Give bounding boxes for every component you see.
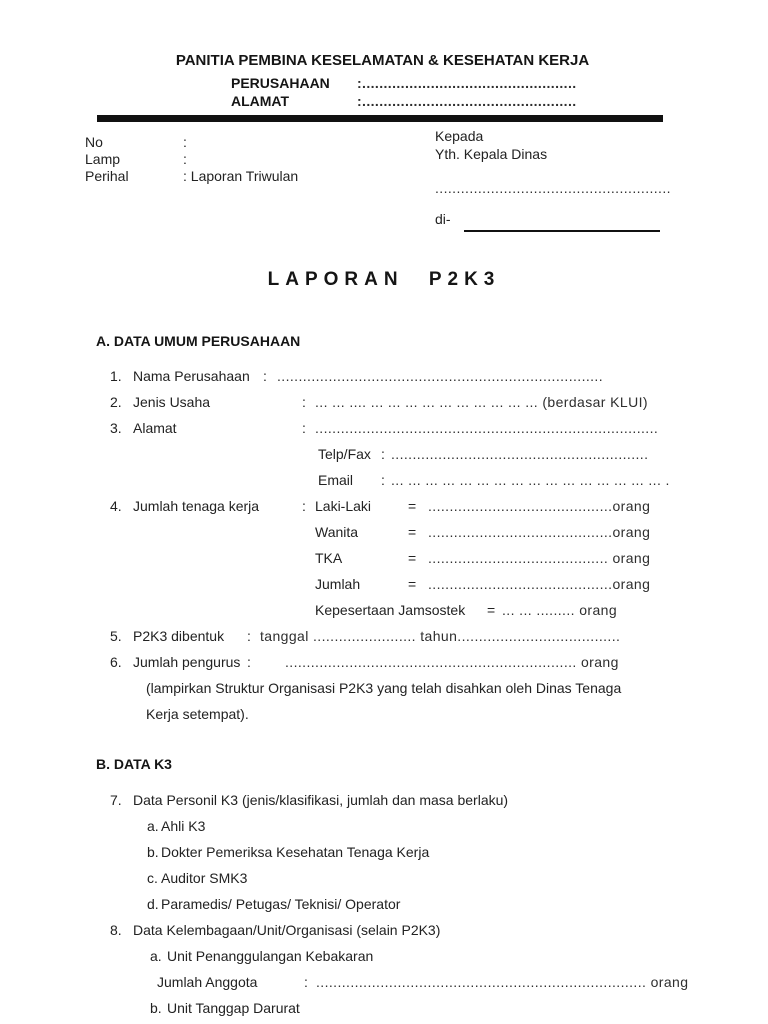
section-b-heading: B. DATA K3 (96, 756, 172, 772)
workers-male-equals: = (408, 498, 417, 514)
member-count-colon: : (304, 974, 308, 990)
org-note-line1: (lampirkan Struktur Organisasi P2K3 yang telah disahkan oleh Dinas Tenaga (146, 680, 622, 696)
item3-blank: ................................................................................ (315, 420, 659, 436)
item2-colon: : (302, 394, 306, 410)
item6-label: Jumlah pengurus (133, 654, 241, 670)
recipient-di-underline (464, 230, 660, 232)
item5-number: 5. (110, 628, 122, 644)
letterhead-committee: PANITIA PEMBINA KESELAMATAN & KESEHATAN KERJA (175, 52, 590, 69)
item1-label: Nama Perusahaan (133, 368, 250, 384)
item3-label: Alamat (133, 420, 177, 436)
email-blank: ... ... ... ... ... ... ... ... ... ... ... ... ... ... ... ... . (391, 472, 670, 488)
item7b-text: Dokter Pemeriksa Kesehatan Tenaga Kerja (161, 844, 430, 860)
workers-male-blank: ...........................................orang (428, 498, 651, 514)
item7c-text: Auditor SMK3 (161, 870, 248, 886)
item2-blank: ... ... .... ... ... ... ... ... ... ... ... ... ... (berdasar KLUI) (315, 394, 648, 410)
item4-label: Jumlah tenaga kerja (133, 498, 260, 514)
item6-blank: .................................................................... orang (285, 654, 619, 670)
workers-total-blank: ...........................................orang (428, 576, 651, 592)
item7d-text: Paramedis/ Petugas/ Teknisi/ Operator (161, 896, 401, 912)
item5-label: P2K3 dibentuk (133, 628, 225, 644)
letterhead-company-label: PERUSAHAAN (231, 75, 330, 91)
item3-colon: : (302, 420, 306, 436)
item8b-text: Unit Tanggap Darurat (167, 1000, 300, 1016)
item7a-letter: a. (147, 818, 159, 834)
item7d-letter: d. (147, 896, 159, 912)
item8-number: 8. (110, 922, 122, 938)
workers-tka-blank: .......................................... orang (428, 550, 651, 566)
section-a-heading: A. DATA UMUM PERUSAHAAN (96, 333, 301, 349)
jamsostek-equals: = (487, 602, 496, 618)
letterhead-divider (97, 115, 663, 122)
workers-female-equals: = (408, 524, 417, 540)
item8-label: Data Kelembagaan/Unit/Organisasi (selain P2K3) (133, 922, 441, 938)
recipient-kepada: Kepada (435, 128, 484, 144)
item6-number: 6. (110, 654, 122, 670)
meta-lamp-colon: : (183, 151, 187, 167)
email-colon: : (381, 472, 385, 488)
telp-fax-label: Telp/Fax (318, 446, 371, 462)
recipient-yth: Yth. Kepala Dinas (435, 146, 548, 162)
workers-tka-equals: = (408, 550, 417, 566)
meta-no-label: No (85, 134, 103, 150)
meta-perihal-value: : Laporan Triwulan (183, 168, 299, 184)
item8a-text: Unit Penanggulangan Kebakaran (167, 948, 374, 964)
workers-total-equals: = (408, 576, 417, 592)
recipient-di-label: di- (435, 211, 451, 227)
item1-blank: ............................................................................ (277, 368, 604, 384)
item7-number: 7. (110, 792, 122, 808)
item3-number: 3. (110, 420, 122, 436)
telp-fax-colon: : (381, 446, 385, 462)
item1-colon: : (263, 368, 267, 384)
jamsostek-blank: ... ... ......... orang (502, 602, 618, 618)
org-note-line2: Kerja setempat). (146, 706, 249, 722)
member-count-blank: ............................................................................. orang (316, 974, 689, 990)
email-label: Email (318, 472, 354, 488)
item1-number: 1. (110, 368, 122, 384)
item4-number: 4. (110, 498, 122, 514)
item7c-letter: c. (147, 870, 158, 886)
item2-number: 2. (110, 394, 122, 410)
item6-colon: : (247, 654, 251, 670)
jamsostek-label: Kepesertaan Jamsostek (315, 602, 466, 618)
workers-female-label: Wanita (315, 524, 359, 540)
item4-colon: : (302, 498, 306, 514)
meta-perihal-label: Perihal (85, 168, 129, 184)
workers-total-label: Jumlah (315, 576, 361, 592)
item7-label: Data Personil K3 (jenis/klasifikasi, jumlah dan masa berlaku) (133, 792, 509, 808)
letterhead-address-blank: :.................................................. (357, 93, 577, 109)
member-count-label: Jumlah Anggota (157, 974, 258, 990)
letterhead-company-blank: :.................................................. (357, 75, 577, 91)
item8b-letter: b. (150, 1000, 162, 1016)
item2-label: Jenis Usaha (133, 394, 211, 410)
recipient-blank-line: ....................................................... (435, 180, 671, 196)
workers-male-label: Laki-Laki (315, 498, 372, 514)
page-title: LAPORAN P2K3 (267, 269, 501, 290)
item5-value: tanggal ........................ tahun...................................... (260, 628, 621, 644)
workers-tka-label: TKA (315, 550, 343, 566)
letterhead-address-label: ALAMAT (231, 93, 290, 109)
item7a-text: Ahli K3 (161, 818, 206, 834)
workers-female-blank: ...........................................orang (428, 524, 651, 540)
item5-colon: : (247, 628, 251, 644)
item7b-letter: b. (147, 844, 159, 860)
meta-no-colon: : (183, 134, 187, 150)
telp-fax-blank: ............................................................ (391, 446, 649, 462)
item8a-letter: a. (150, 948, 162, 964)
meta-lamp-label: Lamp (85, 151, 121, 167)
